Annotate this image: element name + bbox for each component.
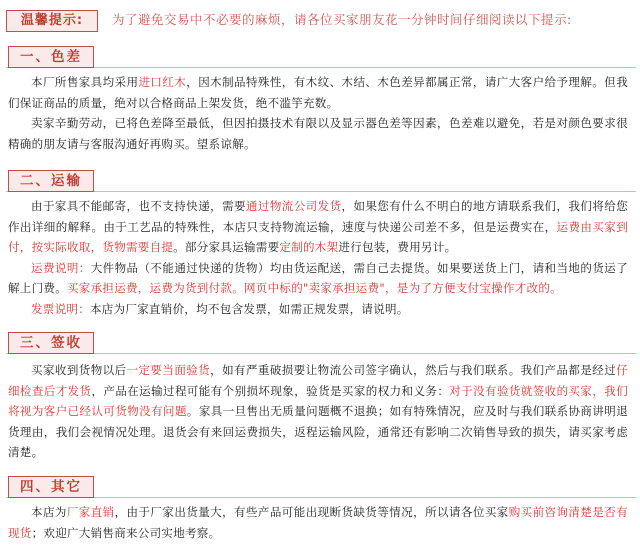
highlight-text: 厂家直销 bbox=[66, 505, 115, 519]
highlight-text: 进口红木 bbox=[138, 75, 187, 89]
body-text: ，如有严重破损要让物流公司签字确认，然后与我们联系。我们产品都是经过 bbox=[210, 363, 617, 377]
section-title: 二、运输 bbox=[8, 170, 94, 192]
paragraph bbox=[8, 299, 628, 320]
paragraph bbox=[8, 360, 628, 463]
highlight-text: 买家承担运费，运费为货到付款。网页中标的"卖家承担运费"，是为了方便支付宝操作才改的。 bbox=[67, 281, 562, 295]
highlight-text: 仔细检查后才发货 bbox=[8, 363, 628, 398]
body-text: ；欢迎广大销售商来公司实地考察。 bbox=[31, 525, 221, 540]
body-text: ，如果您有什么不明白的地方请联系我们，我们将给您作出详细的解释。由于工艺品的特殊性，本店只支持物流运输，速度与快递公司差不多，但是运费实在， bbox=[8, 199, 628, 234]
notice-badge: 温馨提示: bbox=[6, 10, 98, 32]
body-text: 进行包装，费用另计。 bbox=[338, 240, 457, 254]
highlight-text: 通过物流公司发货 bbox=[245, 199, 342, 213]
paragraph bbox=[8, 196, 628, 258]
highlight-text: 发票说明： bbox=[31, 301, 90, 316]
body-text: 本厂所售家具均采用 bbox=[31, 75, 139, 89]
highlight-text: 购买前咨询清楚是否有现货 bbox=[8, 505, 629, 540]
section-body-color bbox=[8, 72, 628, 154]
paragraph bbox=[8, 502, 628, 543]
notice-header bbox=[6, 8, 636, 34]
highlight-text: 定制的木架 bbox=[279, 240, 339, 254]
section-header-other bbox=[6, 474, 636, 502]
section-divider bbox=[6, 191, 636, 192]
highlight-text: 运费由买家到付，按实际收取，货物需要自提 bbox=[8, 219, 628, 254]
body-text: 本店为厂家直销价，均不包含发票，如需正规发票，请说明。 bbox=[90, 301, 409, 316]
section-title: 一、色差 bbox=[8, 46, 94, 68]
highlight-text: 对于没有验货就签收的买家，我们将视为客户已经认可货物没有问题 bbox=[8, 383, 629, 418]
paragraph bbox=[8, 72, 628, 113]
body-text: 。家具一旦售出无质量问题概不退换；如有特殊情况，应及时与我们联系协商讲明退货理由，我们会视情况处理。退货会有来回运费损失，返程运输风险，通常还有影响二次销售导致的损失，请买家考虑清楚。 bbox=[8, 404, 628, 459]
body-text: 大件物品（不能通过快递的货物）均由货运配送，需自己去提货。如果要送货上门，请和当地的货运了解上门费。 bbox=[8, 260, 628, 295]
section-header-receipt bbox=[6, 330, 636, 358]
body-text: 本店为 bbox=[31, 505, 67, 519]
section-title: 三、签收 bbox=[8, 332, 94, 354]
body-text: 。部分家具运输需要 bbox=[173, 240, 280, 254]
body-text: ，产品在运输过程可能有个别损坏现象，验货是买家的权力和义务： bbox=[91, 383, 450, 398]
section-divider bbox=[6, 497, 636, 498]
highlight-text: 一定要当面验货 bbox=[126, 363, 211, 377]
section-body-receipt bbox=[8, 360, 628, 463]
paragraph bbox=[8, 113, 628, 154]
section-divider bbox=[6, 67, 636, 68]
body-text: 卖家辛勤劳动，已将色差降至最低，但因拍摄技术有限以及显示器色差等因素，色差难以避免，若是对颜色要求很精确的朋友请与客服沟通好再购买。望系谅解。 bbox=[8, 116, 628, 151]
body-text: ，由于厂家出货量大，有些产品可能出现断货缺货等情况，所以请各位买家 bbox=[114, 505, 509, 519]
body-text: 由于家具不能邮寄，也不支持快递，需要 bbox=[31, 199, 246, 213]
section-title: 四、其它 bbox=[8, 476, 94, 498]
notice-text: 为了避免交易中不必要的麻烦，请各位买家朋友花一分钟时间仔细阅读以下提示: bbox=[112, 12, 572, 27]
paragraph bbox=[8, 258, 628, 299]
highlight-text: 运费说明： bbox=[31, 260, 91, 275]
body-text: ，因木制品特殊性，有木纹、木结、木色差异都属正常，请广大客户给予理解。但我们保证商品的质量，绝对以合格商品上架发货，绝不滥竽充数。 bbox=[8, 75, 628, 110]
section-body-other bbox=[8, 502, 628, 543]
section-divider bbox=[6, 353, 636, 354]
section-header-shipping bbox=[6, 168, 636, 196]
section-header-color bbox=[6, 44, 636, 72]
body-text: 买家收到货物以后 bbox=[31, 363, 127, 377]
section-body-shipping bbox=[8, 196, 628, 319]
